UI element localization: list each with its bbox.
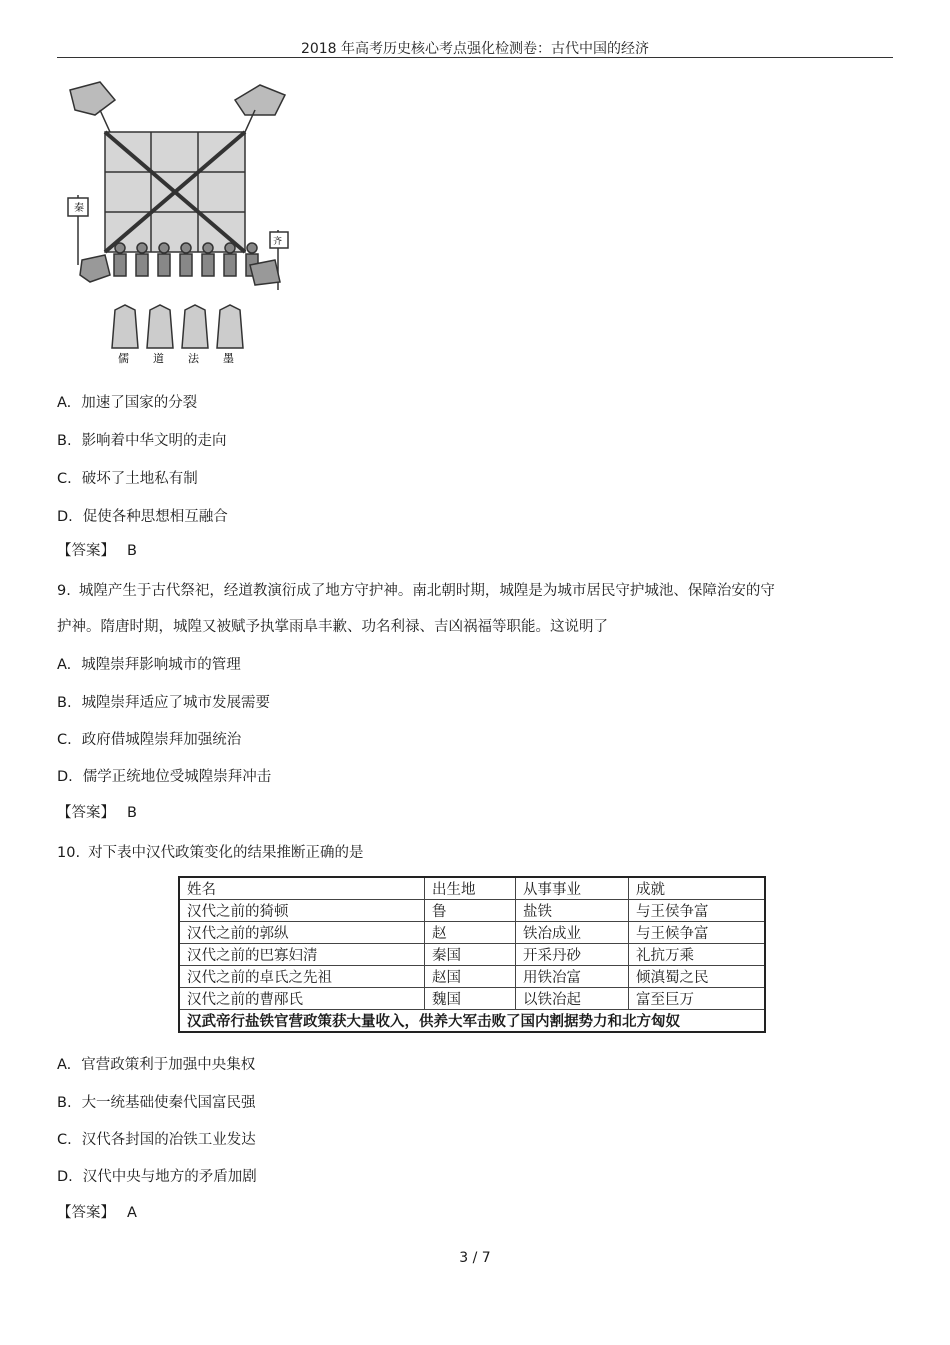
figure-name-fa: 法 bbox=[188, 352, 199, 365]
table-row bbox=[179, 988, 765, 1010]
historical-illustration bbox=[60, 70, 295, 370]
merchant-table bbox=[178, 876, 766, 1033]
table-summary-row bbox=[179, 1010, 765, 1033]
table-row bbox=[179, 966, 765, 988]
flag-left-label: 秦 bbox=[74, 203, 84, 214]
table-cell: 汉代之前的猗顿 bbox=[179, 900, 425, 922]
table-cell: 汉代之前的郭纵 bbox=[179, 922, 425, 944]
q9-stem-line2: 护神。隋唐时期，城隍又被赋予执掌雨阜丰歉、功名利禄、吉凶祸福等职能。这说明了 bbox=[57, 619, 608, 635]
table-header-cell: 姓名 bbox=[179, 877, 425, 900]
q10-stem: 10. 对下表中汉代政策变化的结果推断正确的是 bbox=[57, 845, 364, 861]
q10-option-a: A. 官营政策利于加强中央集权 bbox=[57, 1057, 256, 1073]
table-cell: 魏国 bbox=[425, 988, 516, 1010]
header-divider bbox=[57, 57, 893, 58]
table-cell: 汉代之前的巴寡妇清 bbox=[179, 944, 425, 966]
table-row bbox=[179, 900, 765, 922]
page-header: 2018 年高考历史核心考点强化检测卷：古代中国的经济 bbox=[300, 41, 650, 57]
table-cell: 与王侯争富 bbox=[629, 900, 766, 922]
table-cell: 赵国 bbox=[425, 966, 516, 988]
figure-name-ru: 儒 bbox=[118, 352, 129, 365]
q9-stem-line1: 9. 城隍产生于古代祭祀，经道教演衍成了地方守护神。南北朝时期，城隍是为城市居民守护城池、保障治安的守 bbox=[57, 583, 775, 599]
table-cell: 秦国 bbox=[425, 944, 516, 966]
table-cell: 开采丹砂 bbox=[516, 944, 629, 966]
table-cell: 用铁冶富 bbox=[516, 966, 629, 988]
table-cell: 鲁 bbox=[425, 900, 516, 922]
table-summary-cell: 汉武帝行盐铁官营政策获大量收入，供养大军击败了国内割据势力和北方匈奴 bbox=[179, 1010, 765, 1033]
q9-option-d: D. 儒学正统地位受城隍崇拜冲击 bbox=[57, 769, 272, 785]
table-header-cell: 成就 bbox=[629, 877, 766, 900]
table-row bbox=[179, 922, 765, 944]
table-cell: 铁冶成业 bbox=[516, 922, 629, 944]
page-number: 3 / 7 bbox=[459, 1250, 491, 1266]
table-cell: 汉代之前的卓氏之先祖 bbox=[179, 966, 425, 988]
q8-option-a: A. 加速了国家的分裂 bbox=[57, 395, 198, 411]
q10-option-d: D. 汉代中央与地方的矛盾加剧 bbox=[57, 1169, 257, 1185]
q10-option-c: C. 汉代各封国的冶铁工业发达 bbox=[57, 1132, 256, 1148]
q8-option-c: C. 破坏了土地私有制 bbox=[57, 471, 198, 487]
table-cell: 礼抗万乘 bbox=[629, 944, 766, 966]
table-cell: 盐铁 bbox=[516, 900, 629, 922]
table-cell: 富至巨万 bbox=[629, 988, 766, 1010]
figure-name-dao: 道 bbox=[153, 352, 164, 365]
q9-answer: 【答案】 B bbox=[57, 805, 137, 821]
table-cell: 与王候争富 bbox=[629, 922, 766, 944]
q8-answer: 【答案】 B bbox=[57, 543, 137, 559]
flag-right-label: 齐 bbox=[273, 237, 283, 247]
q9-option-a: A. 城隍崇拜影响城市的管理 bbox=[57, 657, 241, 673]
table-row bbox=[179, 944, 765, 966]
q9-option-c: C. 政府借城隍崇拜加强统治 bbox=[57, 732, 242, 748]
q9-option-b: B. 城隍崇拜适应了城市发展需要 bbox=[57, 695, 271, 711]
figure-name-mo: 墨 bbox=[223, 352, 234, 365]
table-cell: 赵 bbox=[425, 922, 516, 944]
q8-option-d: D. 促使各种思想相互融合 bbox=[57, 509, 228, 525]
table-header-row bbox=[179, 877, 765, 900]
q8-option-b: B. 影响着中华文明的走向 bbox=[57, 433, 227, 449]
table-cell: 以铁冶起 bbox=[516, 988, 629, 1010]
q10-option-b: B. 大一统基础使秦代国富民强 bbox=[57, 1095, 256, 1111]
table-cell: 汉代之前的曹邴氏 bbox=[179, 988, 425, 1010]
q10-answer: 【答案】 A bbox=[57, 1205, 137, 1221]
table-cell: 倾滇蜀之民 bbox=[629, 966, 766, 988]
table-header-cell: 出生地 bbox=[425, 877, 516, 900]
table-header-cell: 从事事业 bbox=[516, 877, 629, 900]
